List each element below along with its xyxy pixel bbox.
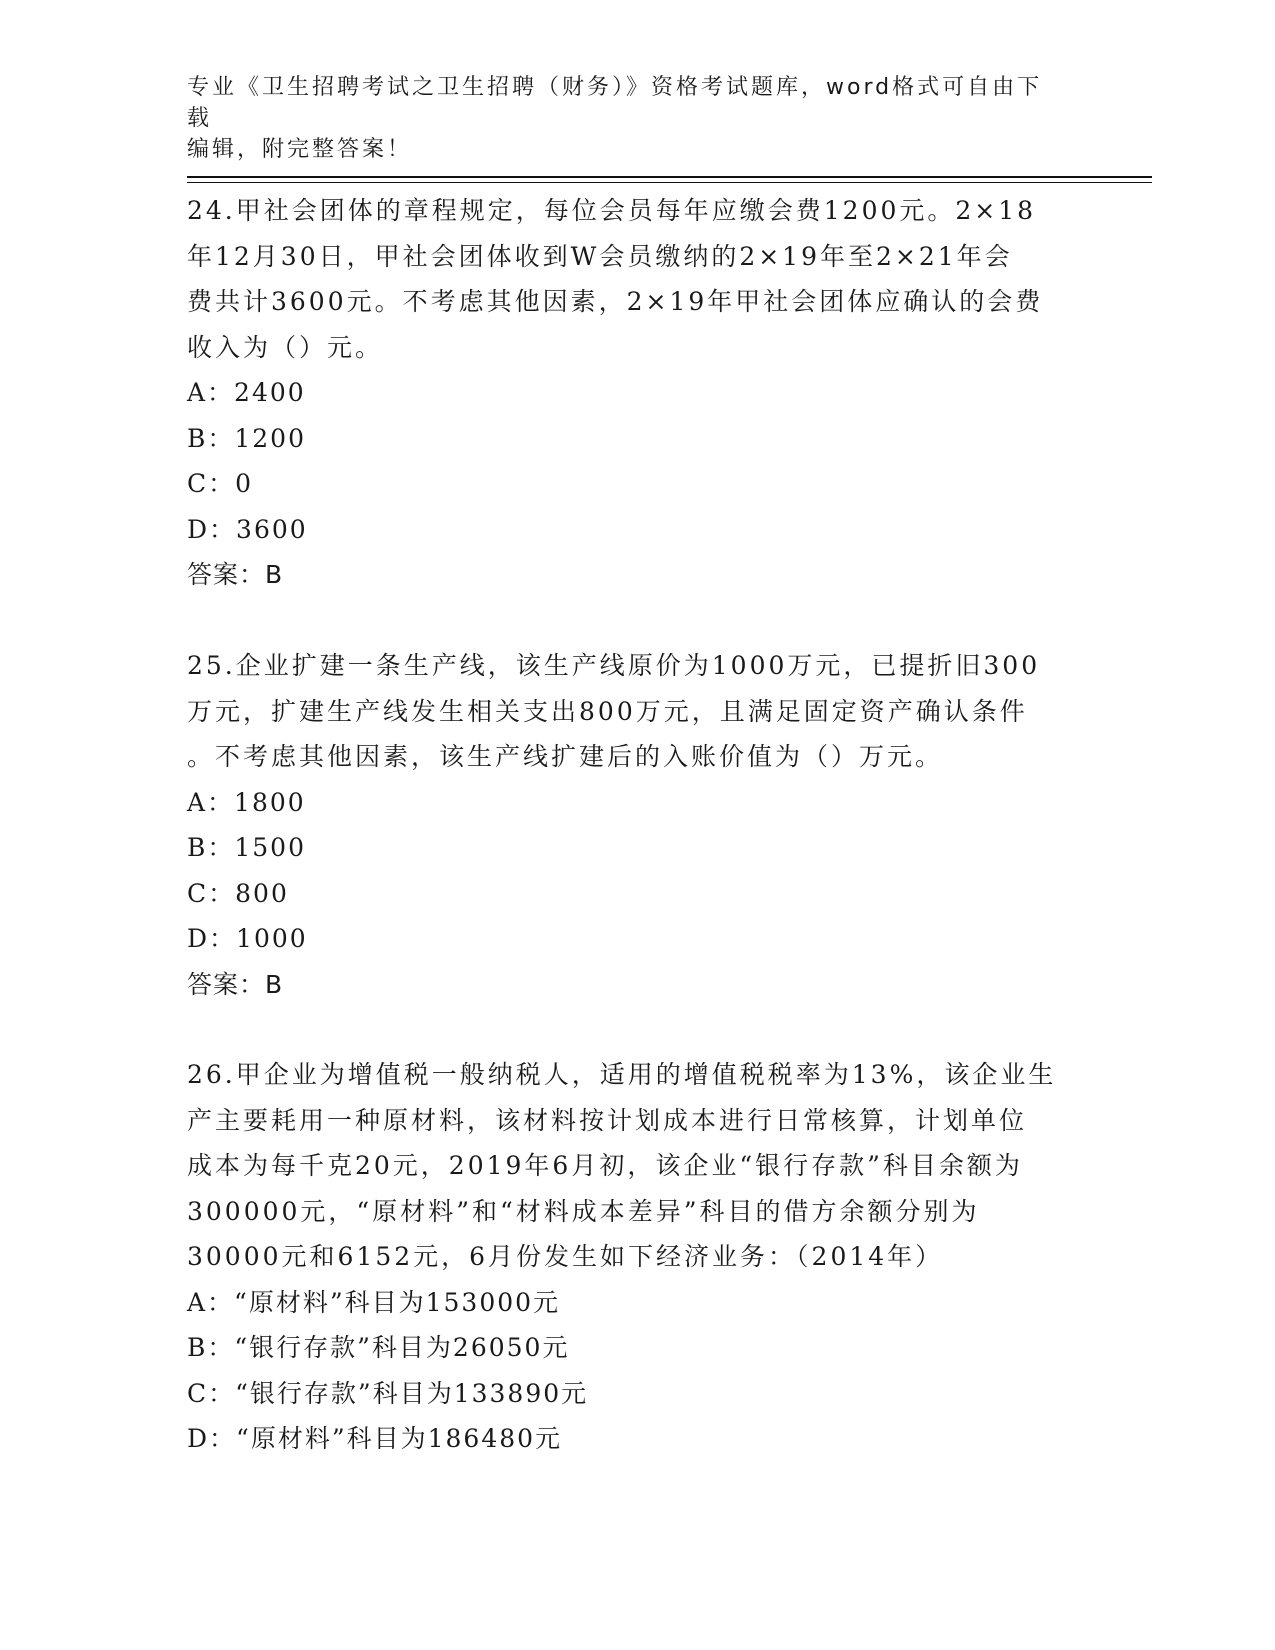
question-stem-line: 25.企业扩建一条生产线，该生产线原价为1000万元，已提折旧300 — [187, 651, 1041, 680]
question-stem-line: 24.甲社会团体的章程规定，每位会员每年应缴会费1200元。2×18 — [187, 196, 1037, 225]
header-divider-thick — [187, 176, 1152, 178]
option-a: A：1800 — [187, 787, 306, 817]
document-header — [187, 72, 1067, 165]
answer-label: 答案：B — [187, 560, 284, 589]
question-26 — [187, 1052, 1087, 1462]
question-stem-line: 费共计3600元。不考虑其他因素，2×19年甲社会团体应确认的会费 — [187, 287, 1044, 316]
question-stem-line: 26.甲企业为增值税一般纳税人，适用的增值税税率为13%，该企业生 — [187, 1060, 1057, 1089]
question-stem-line: 。不考虑其他因素，该生产线扩建后的入账价值为（）万元。 — [187, 742, 944, 771]
question-stem-line: 300000元，“原材料”和“材料成本差异”科目的借方余额分别为 — [187, 1196, 980, 1226]
question-25 — [187, 643, 1087, 1007]
header-line-1: 专业《卫生招聘考试之卫生招聘（财务）》资格考试题库，word格式可自由下载 — [187, 75, 1043, 131]
question-24 — [187, 188, 1087, 598]
option-b: B：1500 — [187, 833, 306, 862]
option-a: A：2400 — [187, 378, 306, 407]
question-stem-line: 成本为每千克20元，2019年6月初，该企业“银行存款”科目余额为 — [187, 1151, 1023, 1180]
option-d: D：“原材料”科目为186480元 — [187, 1424, 563, 1453]
option-a: A：“原材料”科目为153000元 — [187, 1287, 561, 1317]
answer-label: 答案：B — [187, 969, 284, 999]
option-b: B：1200 — [187, 423, 306, 453]
question-stem-line: 30000元和6152元，6月份发生如下经济业务：（2014年） — [187, 1242, 944, 1271]
question-stem-line: 万元，扩建生产线发生相关支出800万元，且满足固定资产确认条件 — [187, 696, 1028, 726]
question-stem-line: 收入为（）元。 — [187, 332, 384, 362]
option-b: B：“银行存款”科目为26050元 — [187, 1333, 570, 1362]
question-stem-line: 年12月30日，甲社会团体收到W会员缴纳的2×19年至2×21年会 — [187, 241, 1013, 271]
header-line-2: 编辑，附完整答案！ — [187, 137, 413, 162]
option-c: C：0 — [187, 469, 254, 498]
option-d: D：3600 — [187, 514, 308, 544]
option-d: D：1000 — [187, 924, 308, 953]
question-stem-line: 产主要耗用一种原材料，该材料按计划成本进行日常核算，计划单位 — [187, 1105, 1028, 1135]
option-c: C：“银行存款”科目为133890元 — [187, 1378, 589, 1408]
option-c: C：800 — [187, 878, 289, 908]
header-divider-thin — [187, 182, 1152, 183]
